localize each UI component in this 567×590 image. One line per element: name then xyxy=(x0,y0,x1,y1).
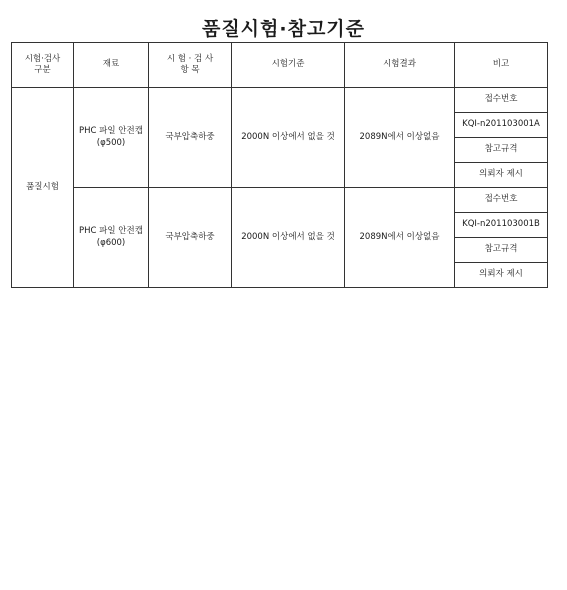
header-item xyxy=(149,43,232,88)
header-item-line2: 항 목 xyxy=(180,65,200,75)
standard-cell: 2000N 이상에서 없을 것 xyxy=(232,188,345,288)
header-result: 시험결과 xyxy=(345,43,455,88)
result-cell: 2089N에서 이상없음 xyxy=(345,88,455,188)
item-cell: 국부압축하중 xyxy=(149,88,232,188)
material-cell xyxy=(74,88,149,188)
table-row xyxy=(12,88,548,113)
material-cell xyxy=(74,188,149,288)
header-standard: 시험기준 xyxy=(232,43,345,88)
table-row xyxy=(12,188,548,213)
header-category-line2: 구분 xyxy=(34,65,51,75)
material-name: PHC 파일 안전캡 xyxy=(79,226,143,237)
remark-reference-value: 의뢰자 제시 xyxy=(455,263,548,288)
header-material: 재료 xyxy=(74,43,149,88)
header-item-line1: 시 험 · 검 사 xyxy=(166,53,214,64)
item-cell: 국부압축하중 xyxy=(149,188,232,288)
header-remarks: 비고 xyxy=(455,43,548,88)
remark-reference-value: 의뢰자 제시 xyxy=(455,163,548,188)
header-category-line1: 시험·검사 xyxy=(24,53,61,64)
remark-reference-label: 참고규격 xyxy=(455,238,548,263)
standard-cell: 2000N 이상에서 없을 것 xyxy=(232,88,345,188)
header-category xyxy=(12,43,74,88)
material-size: (φ600) xyxy=(96,237,126,248)
material-size: (φ500) xyxy=(96,137,126,148)
page-title: 품질시험·참고기준 xyxy=(201,18,366,40)
remark-receipt-number: KQI-n201103001A xyxy=(455,113,548,138)
table-header-row xyxy=(12,43,548,88)
remark-receipt-label: 접수번호 xyxy=(455,188,548,213)
remark-reference-label: 참고규격 xyxy=(455,138,548,163)
remark-receipt-label: 접수번호 xyxy=(455,88,548,113)
result-cell: 2089N에서 이상없음 xyxy=(345,188,455,288)
quality-test-table xyxy=(11,42,548,288)
category-cell: 품질시험 xyxy=(12,88,74,288)
material-name: PHC 파일 안전캡 xyxy=(79,126,143,137)
remark-receipt-number: KQI-n201103001B xyxy=(455,213,548,238)
